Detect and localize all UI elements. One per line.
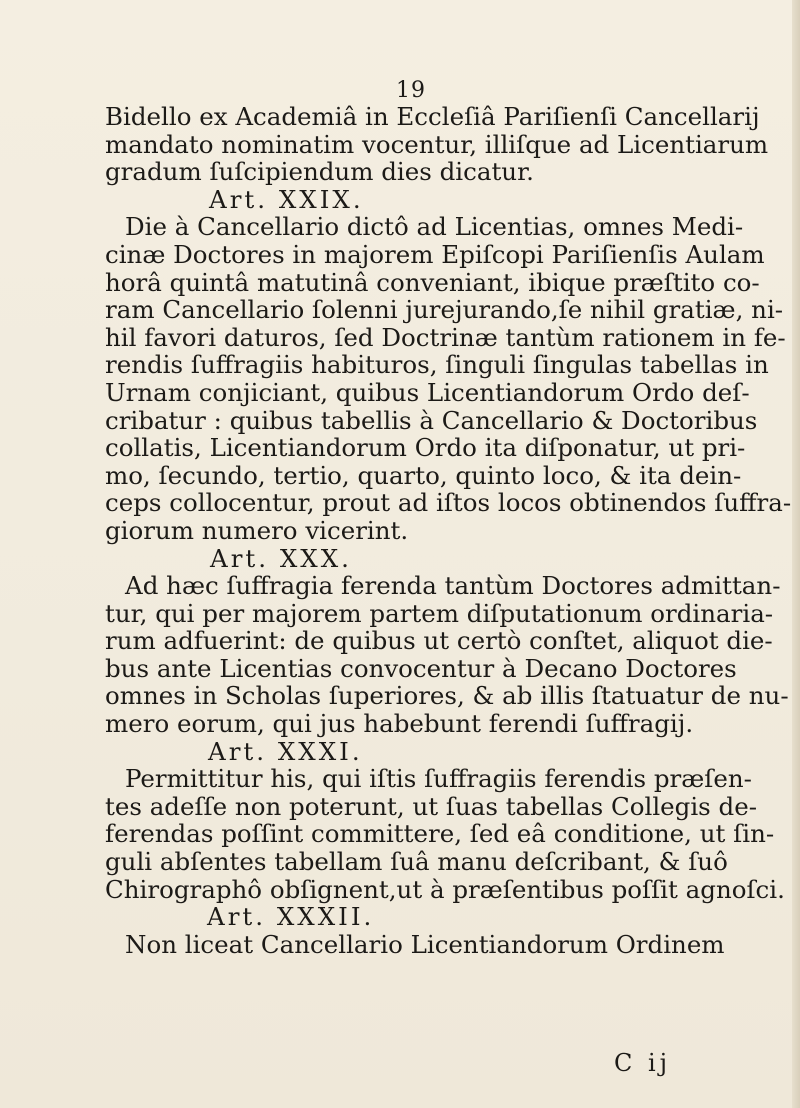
text-line: bus ante Licentias convocentur à Decano Doctores	[105, 653, 737, 683]
page-text-block	[105, 102, 792, 959]
text-line: omnes in Scholas ſuperiores, & ab illis ſtatuatur de nu-	[105, 681, 789, 711]
text-line: mero eorum, qui jus habebunt ferendi ſuffragij.	[105, 709, 694, 739]
signature-mark: C ij	[614, 1049, 672, 1077]
article-heading: Art. XXIX.	[209, 184, 364, 214]
text-line: Non liceat Cancellario Licentiandorum Ordinem	[125, 929, 725, 959]
article-heading: Art. XXXI.	[208, 736, 363, 766]
page-edge	[792, 0, 800, 1108]
text-line: Bidello ex Academiâ in Eccleſiâ Pariſienſi Cancellarij	[105, 102, 760, 131]
text-line: mo, ſecundo, tertio, quarto, quinto loco, & ita dein-	[105, 460, 742, 490]
text-line: collatis, Licentiandorum Ordo ita diſponatur, ut pri-	[105, 433, 746, 463]
text-line: hil favori daturos, ſed Doctrinæ tantùm rationem in fe-	[105, 322, 786, 352]
text-line: tur, qui per majorem partem diſputationum ordinaria-	[105, 598, 774, 628]
text-line: Die à Cancellario dictô ad Licentias, omnes Medi-	[125, 212, 744, 242]
text-line: guli abſentes tabellam ſuâ manu deſcribant, & ſuô	[105, 847, 728, 877]
text-line: Ad hæc ſuffragia ferenda tantùm Doctores admittan-	[125, 571, 781, 601]
text-line: Urnam conjiciant, quibus Licentiandorum Ordo deſ-	[105, 377, 750, 407]
text-line: Permittitur his, qui iſtis ſuffragiis ferendis præſen-	[125, 764, 752, 794]
text-line: gradum ſuſcipiendum dies dicatur.	[105, 157, 534, 187]
text-line: cribatur : quibus tabellis à Cancellario & Doctoribus	[105, 405, 758, 435]
text-line: rum adfuerint: de quibus ut certò conſtet, aliquot die-	[105, 626, 773, 656]
text-line: ceps collocentur, prout ad iſtos locos obtinendos ſuffra-	[105, 488, 792, 518]
article-heading: Art. XXX.	[210, 543, 352, 573]
text-line: cinæ Doctores in majorem Epiſcopi Pariſienſis Aulam	[105, 239, 765, 269]
text-line: ram Cancellario ſolenni jurejurando,ſe nihil gratiæ, ni-	[105, 295, 784, 325]
page-number: 19	[396, 78, 426, 103]
text-line: rendis ſuffragiis habituros, ſinguli ſingulas tabellas in	[105, 350, 769, 380]
text-line: ferendas poſſint committere, ſed eâ conditione, ut ſin-	[105, 819, 775, 849]
article-heading: Art. XXXII.	[207, 902, 375, 932]
text-line: horâ quintâ matutinâ conveniant, ibique præſtito co-	[105, 267, 760, 297]
text-line: Chirographô obſignent,ut à præſentibus poſſit agnoſci.	[105, 874, 785, 904]
text-line: giorum numero vicerint.	[105, 515, 409, 545]
text-line: tes adeſſe non poterunt, ut ſuas tabellas Collegis de-	[105, 791, 757, 821]
text-line: mandato nominatim vocentur, illiſque ad Licentiarum	[105, 129, 769, 159]
